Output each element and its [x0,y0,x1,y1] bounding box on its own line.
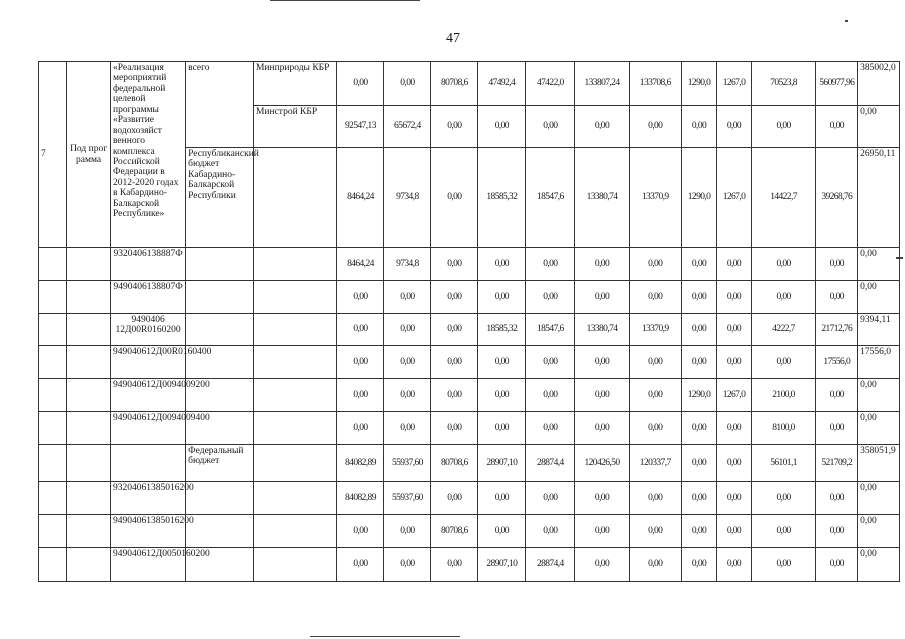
value-cell: 0,00 [575,515,629,548]
table-row [39,445,900,482]
value-cell: 0,00 [337,412,384,445]
value-cell: 1290,0 [681,62,716,106]
row-number-cell: 7 [39,62,67,248]
value-cell: 28907,10 [478,445,526,482]
value-cell: 0,00 [384,62,431,106]
value-cell: 55937,60 [384,445,431,482]
value-cell: 0,00 [337,379,384,412]
value-cell: 4222,7 [751,314,816,346]
value-cell: 0,00 [478,412,526,445]
empty-cell [67,482,111,515]
value-cell: 0,00 [751,346,816,379]
value-cell: 47422,0 [526,62,575,106]
value-cell: 0,00 [816,412,858,445]
funding-source-cell [186,281,254,314]
funding-source-cell [186,482,254,515]
table-row [39,515,900,548]
empty-cell [67,548,111,582]
value-cell: 0,00 [575,379,629,412]
value-cell: 0,00 [431,412,478,445]
value-cell: 28874,4 [526,445,575,482]
funding-source-cell: Республиканский бюджет Кабардино-Балкарской Республики [186,148,254,248]
table-row [39,482,900,515]
value-cell: 0,00 [526,482,575,515]
total-value-cell: 0,00 [858,106,900,148]
value-cell: 0,00 [478,346,526,379]
empty-cell [67,412,111,445]
total-label-cell: всего [186,62,254,148]
page-number: 47 [446,31,460,46]
value-cell: 1290,0 [681,148,716,248]
agency-cell [253,248,336,281]
value-cell: 84082,89 [337,482,384,515]
agency-cell [253,346,336,379]
total-value-cell: 0,00 [858,281,900,314]
value-cell: 1290,0 [681,379,716,412]
value-cell: 28907,10 [478,548,526,582]
status-cell: Под прог рамма [67,62,111,248]
value-cell: 0,00 [681,515,716,548]
scan-artifact-top-right [845,20,848,22]
value-cell: 0,00 [681,248,716,281]
value-cell: 0,00 [384,346,431,379]
scan-artifact-bottom [310,636,460,637]
value-cell: 0,00 [575,412,629,445]
value-cell: 0,00 [629,248,681,281]
value-cell: 56101,1 [751,445,816,482]
value-cell: 0,00 [751,106,816,148]
value-cell: 0,00 [717,482,751,515]
value-cell: 0,00 [478,106,526,148]
value-cell: 80708,6 [431,445,478,482]
value-cell: 0,00 [681,445,716,482]
value-cell: 560977,96 [816,62,858,106]
value-cell: 0,00 [575,482,629,515]
budget-code-cell: 93204061385016200 [111,482,186,515]
value-cell: 0,00 [384,548,431,582]
total-value-cell: 0,00 [858,412,900,445]
empty-cell [39,346,67,379]
agency-cell [253,548,336,582]
value-cell: 0,00 [526,248,575,281]
value-cell: 0,00 [681,346,716,379]
value-cell: 0,00 [681,412,716,445]
budget-code-cell: 9490406138807Ф [111,281,186,314]
value-cell: 0,00 [816,379,858,412]
value-cell: 0,00 [478,482,526,515]
value-cell: 0,00 [717,281,751,314]
budget-table [38,61,900,582]
value-cell: 0,00 [717,412,751,445]
budget-code-cell: 9320406138887Ф [111,248,186,281]
value-cell: 133708,6 [629,62,681,106]
value-cell: 80708,6 [431,62,478,106]
value-cell: 0,00 [681,281,716,314]
agency-cell [253,445,336,482]
empty-cell [39,548,67,582]
value-cell: 9734,8 [384,148,431,248]
total-value-cell: 0,00 [858,379,900,412]
agency-cell [253,281,336,314]
value-cell: 0,00 [478,248,526,281]
empty-cell [67,445,111,482]
empty-cell [39,515,67,548]
value-cell: 0,00 [526,379,575,412]
value-cell: 13380,74 [575,314,629,346]
table-row [39,314,900,346]
value-cell: 39268,76 [816,148,858,248]
value-cell: 0,00 [717,106,751,148]
value-cell: 0,00 [384,379,431,412]
value-cell: 0,00 [431,281,478,314]
value-cell: 0,00 [431,248,478,281]
value-cell: 0,00 [337,515,384,548]
value-cell: 14422,7 [751,148,816,248]
table-row [39,248,900,281]
value-cell: 84082,89 [337,445,384,482]
value-cell: 0,00 [384,412,431,445]
value-cell: 0,00 [681,548,716,582]
empty-cell [39,248,67,281]
value-cell: 0,00 [751,548,816,582]
total-value-cell: 17556,0 [858,346,900,379]
value-cell: 0,00 [751,515,816,548]
value-cell: 65672,4 [384,106,431,148]
value-cell: 0,00 [478,515,526,548]
value-cell: 9734,8 [384,248,431,281]
value-cell: 1267,0 [717,379,751,412]
total-value-cell: 0,00 [858,482,900,515]
value-cell: 0,00 [575,248,629,281]
value-cell: 0,00 [526,346,575,379]
value-cell: 0,00 [717,445,751,482]
total-value-cell: 0,00 [858,515,900,548]
value-cell: 0,00 [629,548,681,582]
value-cell: 0,00 [575,548,629,582]
budget-code-cell [111,445,186,482]
value-cell: 13370,9 [629,148,681,248]
agency-cell [253,379,336,412]
empty-cell [39,445,67,482]
empty-cell [67,281,111,314]
agency-cell [253,482,336,515]
value-cell: 0,00 [751,248,816,281]
funding-source-cell [186,515,254,548]
value-cell: 0,00 [431,379,478,412]
budget-code-cell: 9490406 12Д00R0160200 [111,314,186,346]
funding-source-cell: Федеральный бюджет [186,445,254,482]
value-cell: 133807,24 [575,62,629,106]
value-cell: 55937,60 [384,482,431,515]
value-cell: 0,00 [575,346,629,379]
empty-cell [67,314,111,346]
value-cell: 0,00 [337,346,384,379]
agency-cell [253,412,336,445]
value-cell: 0,00 [816,548,858,582]
value-cell: 47492,4 [478,62,526,106]
value-cell: 0,00 [681,482,716,515]
value-cell: 0,00 [816,482,858,515]
value-cell: 0,00 [384,314,431,346]
agency-cell [253,314,336,346]
value-cell: 0,00 [431,314,478,346]
value-cell: 120426,50 [575,445,629,482]
empty-cell [39,482,67,515]
value-cell: 18547,6 [526,148,575,248]
value-cell: 0,00 [717,515,751,548]
empty-cell [67,515,111,548]
budget-code-cell: 949040612Д0050160200 [111,548,186,582]
table-row [39,281,900,314]
table-row [39,379,900,412]
value-cell: 28874,4 [526,548,575,582]
empty-cell [39,281,67,314]
value-cell: 0,00 [629,515,681,548]
value-cell: 0,00 [751,281,816,314]
value-cell: 0,00 [526,515,575,548]
value-cell: 0,00 [526,412,575,445]
value-cell: 13370,9 [629,314,681,346]
value-cell: 13380,74 [575,148,629,248]
value-cell: 0,00 [629,346,681,379]
total-value-cell: 9394,11 [858,314,900,346]
empty-cell [39,314,67,346]
value-cell: 0,00 [816,515,858,548]
value-cell: 0,00 [717,314,751,346]
value-cell: 0,00 [384,281,431,314]
total-value-cell: 385002,0 [858,62,900,106]
value-cell: 8100,0 [751,412,816,445]
value-cell: 0,00 [816,106,858,148]
funding-source-cell [186,248,254,281]
empty-cell [39,379,67,412]
value-cell: 0,00 [717,548,751,582]
value-cell: 521709,2 [816,445,858,482]
value-cell: 8464,24 [337,148,384,248]
value-cell: 0,00 [575,106,629,148]
value-cell: 17556,0 [816,346,858,379]
value-cell: 0,00 [526,106,575,148]
value-cell: 1267,0 [717,148,751,248]
value-cell: 70523,8 [751,62,816,106]
budget-code-cell: 949040612Д0094009200 [111,379,186,412]
budget-code-cell: 94904061385016200 [111,515,186,548]
agency-cell [253,148,336,248]
budget-code-cell: 949040612Д00R0160400 [111,346,186,379]
value-cell: 0,00 [526,281,575,314]
budget-code-cell: 949040612Д0094009400 [111,412,186,445]
value-cell: 0,00 [629,482,681,515]
value-cell: 0,00 [337,314,384,346]
value-cell: 1267,0 [717,62,751,106]
table-row [39,548,900,582]
funding-source-cell [186,314,254,346]
value-cell: 18547,6 [526,314,575,346]
value-cell: 18585,32 [478,314,526,346]
value-cell: 0,00 [751,482,816,515]
value-cell: 0,00 [431,548,478,582]
value-cell: 92547,13 [337,106,384,148]
scan-artifact-top [270,0,420,1]
value-cell: 8464,24 [337,248,384,281]
program-title-cell: «Реализация мероприятий федеральной целевой программы «Развитие водохозяйст венного комплекса Российской Федерации в 2012-2020 годах в Кабардино-Балкарской Республике» [111,62,186,248]
value-cell: 0,00 [337,281,384,314]
value-cell: 0,00 [816,281,858,314]
value-cell: 0,00 [629,379,681,412]
value-cell: 0,00 [717,346,751,379]
value-cell: 21712,76 [816,314,858,346]
empty-cell [67,346,111,379]
value-cell: 0,00 [337,62,384,106]
value-cell: 0,00 [681,314,716,346]
value-cell: 0,00 [629,281,681,314]
agency-cell [253,515,336,548]
table-row [39,412,900,445]
table-row [39,62,900,106]
value-cell: 0,00 [431,106,478,148]
table-row [39,346,900,379]
value-cell: 0,00 [384,515,431,548]
total-value-cell: 0,00 [858,548,900,582]
value-cell: 0,00 [478,281,526,314]
value-cell: 0,00 [478,379,526,412]
value-cell: 2100,0 [751,379,816,412]
total-value-cell: 358051,9 [858,445,900,482]
value-cell: 0,00 [337,548,384,582]
value-cell: 0,00 [629,412,681,445]
value-cell: 0,00 [575,281,629,314]
value-cell: 0,00 [681,106,716,148]
empty-cell [67,379,111,412]
agency-cell: Минстрой КБР [253,106,336,148]
value-cell: 120337,7 [629,445,681,482]
value-cell: 0,00 [431,148,478,248]
total-value-cell: 26950,11 [858,148,900,248]
agency-cell: Минприроды КБР [253,62,336,106]
value-cell: 0,00 [431,346,478,379]
value-cell: 0,00 [816,248,858,281]
empty-cell [39,412,67,445]
value-cell: 0,00 [629,106,681,148]
value-cell: 0,00 [717,248,751,281]
value-cell: 80708,6 [431,515,478,548]
total-value-cell: 0,00 [858,248,900,281]
empty-cell [67,248,111,281]
value-cell: 18585,32 [478,148,526,248]
value-cell: 0,00 [431,482,478,515]
